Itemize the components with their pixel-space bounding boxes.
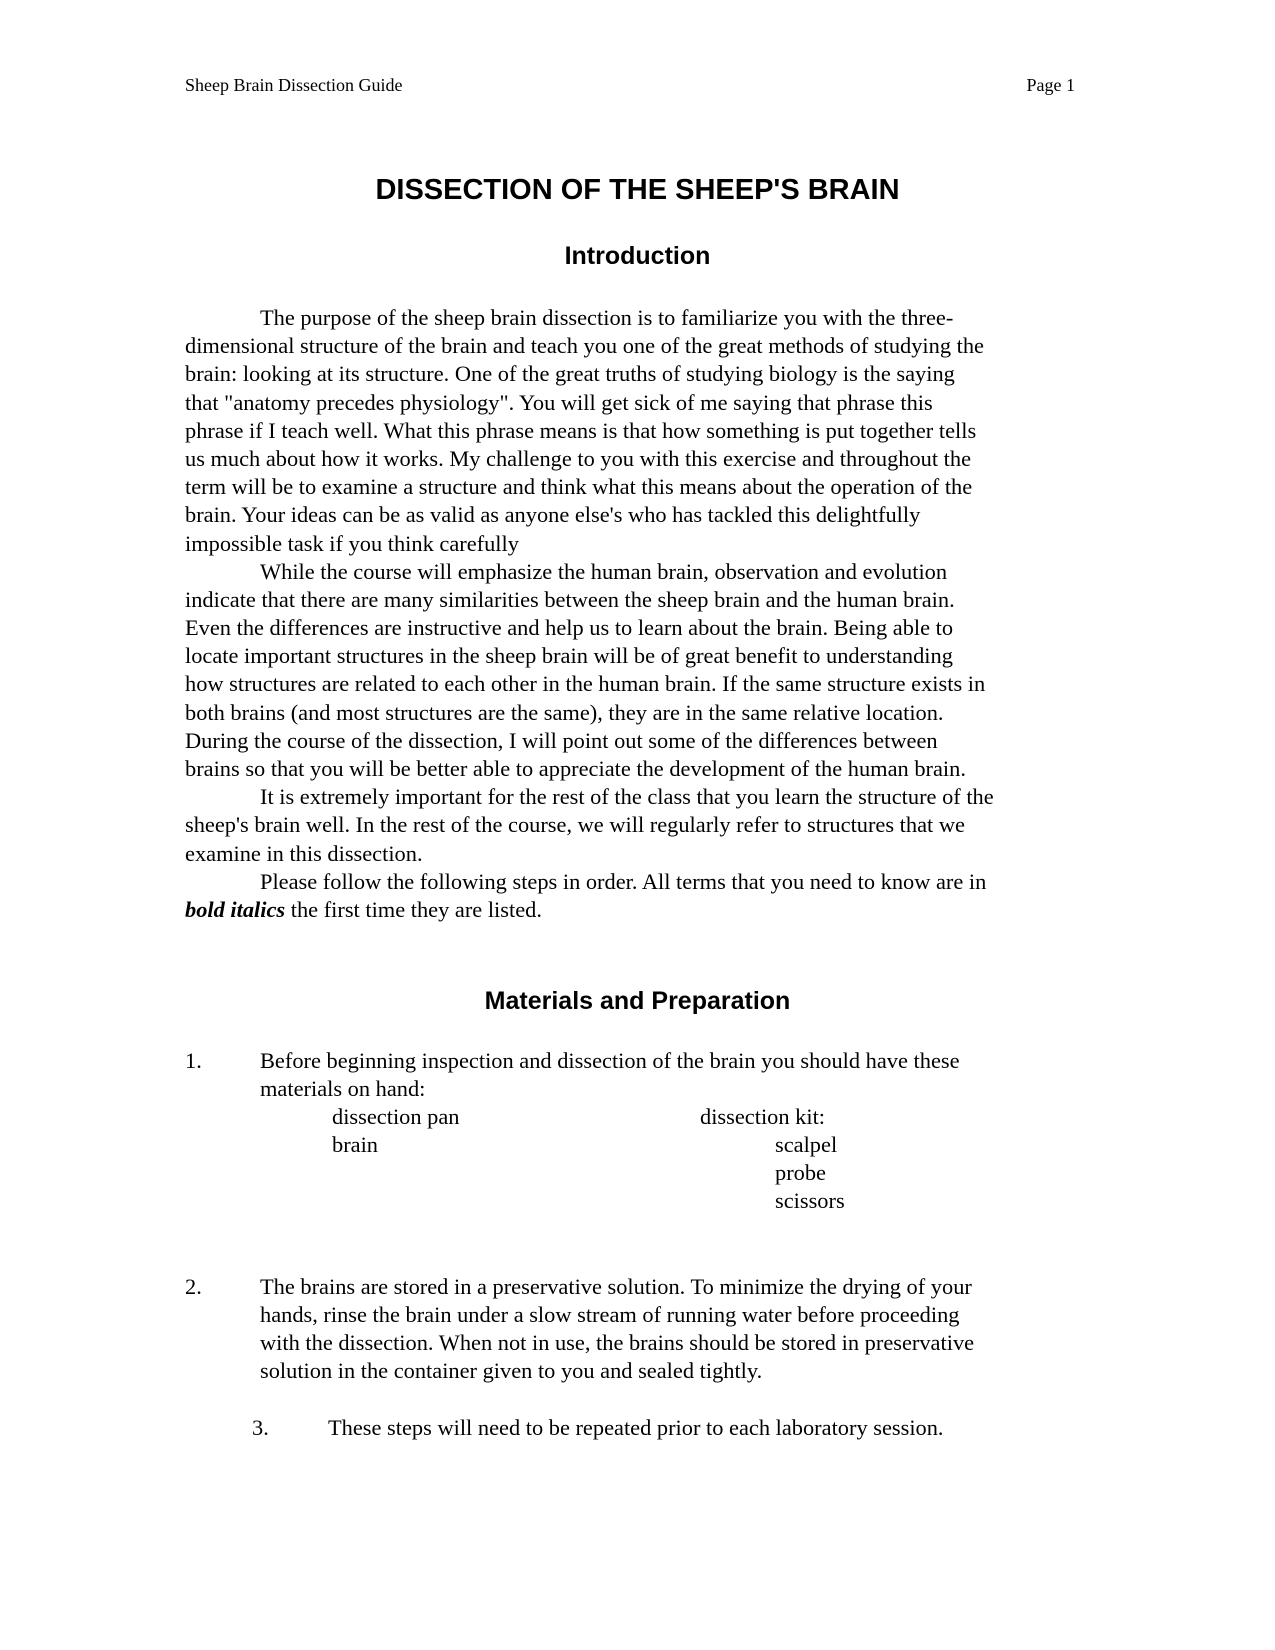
item1-line: Before beginning inspection and dissection of the brain you should have these bbox=[260, 1048, 960, 1073]
dissection-kit-label: dissection kit: bbox=[700, 1104, 826, 1129]
running-header-title: Sheep Brain Dissection Guide bbox=[185, 75, 403, 95]
material-dissection-pan: dissection pan bbox=[332, 1104, 460, 1129]
paragraph-line: locate important structures in the sheep brain will be of great benefit to understanding bbox=[185, 643, 953, 669]
paragraph-line: During the course of the dissection, I will point out some of the differences between bbox=[185, 727, 938, 753]
introduction-heading: Introduction bbox=[564, 242, 711, 270]
paragraph-line bbox=[185, 896, 1089, 924]
paragraph-line: Please follow the following steps in order. All terms that you need to know are in bbox=[260, 868, 987, 894]
paragraph-line: dimensional structure of the brain and teach you one of the great methods of studying the bbox=[185, 333, 985, 359]
page-number: Page 1 bbox=[1026, 75, 1075, 95]
paragraph-line: brain: looking at its structure. One of the great truths of studying biology is the saying bbox=[185, 361, 955, 387]
paragraph-line: indicate that there are many similarities between the sheep brain and the human brain. bbox=[185, 586, 955, 612]
bold-italics-term: bold italics bbox=[185, 896, 286, 922]
item3-text: These steps will need to be repeated prior to each laboratory session. bbox=[328, 1415, 944, 1440]
paragraph-line: that "anatomy precedes physiology". You will get sick of me saying that phrase this bbox=[185, 389, 933, 415]
document-title: DISSECTION OF THE SHEEP'S BRAIN bbox=[375, 174, 900, 206]
list-number-2: 2. bbox=[185, 1274, 202, 1299]
paragraph-line: both brains (and most structures are the same), they are in the same relative location. bbox=[185, 699, 944, 725]
item2-line: The brains are stored in a preservative solution. To minimize the drying of your bbox=[260, 1274, 972, 1299]
kit-item-scissors: scissors bbox=[775, 1188, 845, 1213]
paragraph-line-rest: the first time they are listed. bbox=[285, 896, 542, 922]
paragraph-line: Even the differences are instructive and help us to learn about the brain. Being able to bbox=[185, 615, 954, 641]
kit-item-scalpel: scalpel bbox=[775, 1132, 838, 1157]
materials-heading: Materials and Preparation bbox=[484, 987, 791, 1015]
item1-line: materials on hand: bbox=[260, 1076, 426, 1101]
introduction-body bbox=[185, 304, 1089, 924]
paragraph-line: sheep's brain well. In the rest of the course, we will regularly refer to structures that we bbox=[185, 812, 965, 838]
kit-item-probe: probe bbox=[775, 1160, 826, 1185]
paragraph-line: examine in this dissection. bbox=[185, 840, 423, 866]
item2-line: with the dissection. When not in use, the brains should be stored in preservative bbox=[260, 1330, 975, 1355]
list-number-3: 3. bbox=[252, 1415, 269, 1440]
paragraph-line: term will be to examine a structure and think what this means about the operation of the bbox=[185, 474, 973, 500]
paragraph-line: how structures are related to each other in the human brain. If the same structure exists in bbox=[185, 671, 986, 697]
paragraph-line: brains so that you will be better able to appreciate the development of the human brain. bbox=[185, 756, 966, 781]
paragraph-line: While the course will emphasize the human brain, observation and evolution bbox=[260, 558, 948, 584]
paragraph-line: impossible task if you think carefully bbox=[185, 530, 519, 556]
paragraph-line: us much about how it works. My challenge to you with this exercise and throughout the bbox=[185, 445, 972, 471]
item2-line: solution in the container given to you and sealed tightly. bbox=[260, 1358, 763, 1383]
item2-line: hands, rinse the brain under a slow stream of running water before proceeding bbox=[260, 1302, 960, 1327]
paragraph-line: The purpose of the sheep brain dissection is to familiarize you with the three- bbox=[260, 305, 954, 330]
paragraph-line: It is extremely important for the rest of the class that you learn the structure of the bbox=[260, 784, 994, 810]
paragraph-line: brain. Your ideas can be as valid as anyone else's who has tackled this delightfully bbox=[185, 502, 921, 528]
paragraph-line: phrase if I teach well. What this phrase means is that how something is put together tells bbox=[185, 417, 977, 443]
list-number-1: 1. bbox=[185, 1048, 202, 1073]
material-brain: brain bbox=[332, 1132, 379, 1157]
